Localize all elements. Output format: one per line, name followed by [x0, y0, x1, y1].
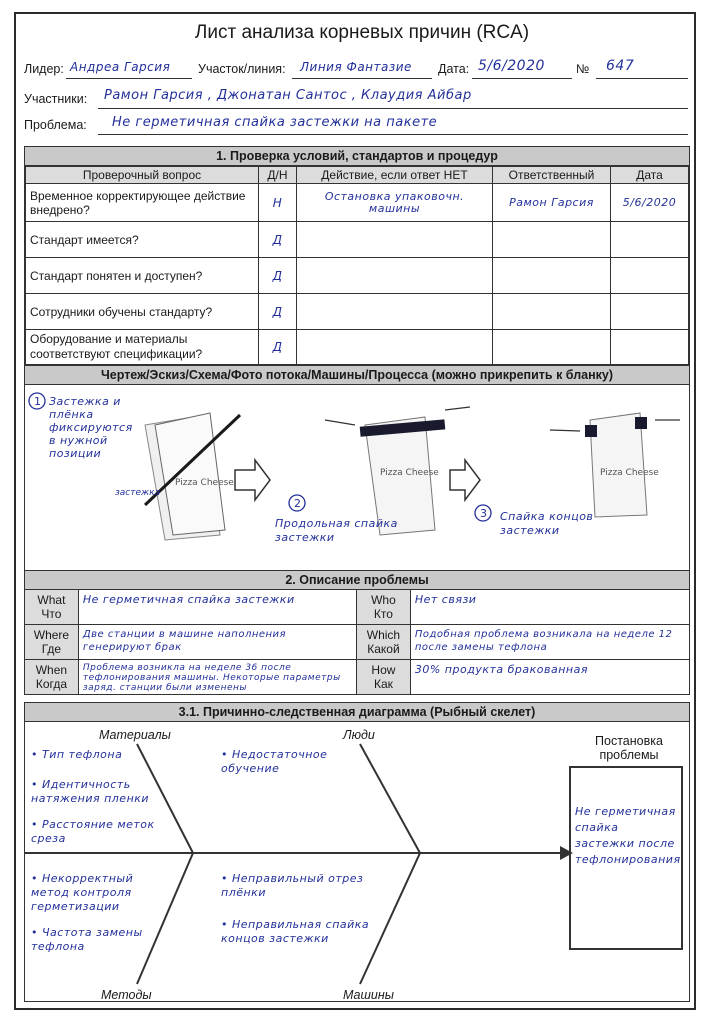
machines-label: Машины	[343, 988, 394, 1002]
date-cell[interactable]	[611, 258, 689, 294]
question-cell: Стандарт имеется?	[26, 222, 259, 258]
section-fishbone	[24, 702, 690, 1002]
sketch-title: Чертеж/Эскиз/Схема/Фото потока/Машины/Процесса (можно прикрепить к бланку)	[25, 365, 689, 385]
number-value[interactable]: 647	[606, 58, 635, 74]
responsible-cell[interactable]	[493, 222, 611, 258]
where-value[interactable]: Две станции в машине наполнения генерируют брак	[79, 625, 357, 659]
step2-text: Продольная спайка застежки	[275, 517, 398, 544]
press-arrow-left	[325, 420, 355, 425]
when-label: When Когда	[25, 660, 79, 694]
step2-num: 2	[294, 497, 301, 510]
area-label: Участок/линия:	[198, 62, 286, 76]
col-responsible: Ответственный	[493, 167, 611, 184]
which-value[interactable]: Подобная проблема возникала на неделе 12 после замены тефлона	[414, 629, 673, 653]
sketch-area	[25, 385, 689, 575]
col-question: Проверочный вопрос	[26, 167, 259, 184]
people-cause-1: • Недостаточное обучение	[221, 748, 328, 775]
check-table	[25, 166, 689, 365]
methods-cause-2: • Частота замены тефлона	[31, 926, 143, 953]
check-table-header	[26, 167, 689, 184]
materials-cause-2: • Идентичность натяжения пленки	[31, 778, 150, 805]
section-problem-description	[24, 570, 690, 695]
section2-title: 2. Описание проблемы	[25, 571, 689, 590]
table-row	[26, 184, 689, 222]
when-value[interactable]: Проблема возникла на неделе 36 после тефлонирования машины. Некоторые параметры заряд. станции были изменены	[79, 660, 357, 694]
table-row	[26, 258, 689, 294]
answer-cell[interactable]: Д	[259, 258, 297, 294]
problem-statement-label: Постановка проблемы	[595, 734, 663, 762]
area-value[interactable]: Линия Фантазие	[300, 60, 412, 74]
action-cell[interactable]	[297, 258, 493, 294]
table-row	[26, 294, 689, 330]
header-row-3	[22, 116, 688, 138]
step1-num: 1	[34, 395, 41, 408]
description-row	[25, 625, 689, 660]
date-cell[interactable]: 5/6/2020	[611, 184, 689, 222]
page-title: Лист анализа корневых причин (RCA)	[194, 22, 530, 43]
methods-label: Методы	[101, 988, 152, 1002]
what-label: What Что	[25, 590, 79, 624]
problem-statement: Не герметичная спайка застежки после тефлонирования	[575, 805, 681, 866]
action-cell[interactable]: Остановка упаковочн. машины	[297, 184, 493, 222]
who-value[interactable]: Нет связи	[414, 593, 477, 606]
header-row-1	[22, 60, 688, 82]
clamp-right	[635, 417, 647, 429]
zipper-label: застежка	[115, 488, 161, 498]
spine-arrowhead	[560, 846, 573, 860]
col-date: Дата	[611, 167, 689, 184]
materials-cause-3: • Расстояние меток среза	[31, 818, 155, 845]
machines-cause-1: • Неправильный отрез плёнки	[221, 872, 364, 899]
question-cell: Оборудование и материалы соответствуют спецификации?	[26, 330, 259, 365]
answer-cell[interactable]: Д	[259, 222, 297, 258]
section-check-conditions	[24, 146, 690, 576]
number-label: №	[576, 62, 590, 76]
materials-label: Материалы	[99, 728, 171, 742]
clamp-left	[585, 425, 597, 437]
responsible-cell[interactable]	[493, 258, 611, 294]
action-cell[interactable]	[297, 222, 493, 258]
clamp-arrow-left	[550, 430, 580, 431]
date-value[interactable]: 5/6/2020	[478, 58, 545, 74]
date-cell[interactable]	[611, 294, 689, 330]
methods-cause-1: • Некорректный метод контроля герметизации	[31, 872, 134, 913]
participants-value[interactable]: Рамон Гарсия , Джонатан Сантос , Клаудия Айбар	[104, 88, 472, 103]
col-yes-no: Д/Н	[259, 167, 297, 184]
date-label: Дата:	[438, 62, 470, 76]
date-cell[interactable]	[611, 222, 689, 258]
press-arrow-right	[445, 407, 470, 410]
answer-cell[interactable]: Н	[259, 184, 297, 222]
question-cell: Временное корректирующее действие внедрено?	[26, 184, 259, 222]
section3-title: 3.1. Причинно-следственная диаграмма (Рыбный скелет)	[25, 703, 689, 722]
col-action: Действие, если ответ НЕТ	[297, 167, 493, 184]
responsible-cell[interactable]: Рамон Гарсия	[493, 184, 611, 222]
table-row	[26, 330, 689, 365]
people-label: Люди	[343, 728, 375, 742]
step1-text: Застежка и плёнка фиксируются в нужной позиции	[49, 395, 133, 460]
bag2-label: Pizza Cheese	[380, 468, 439, 478]
what-value[interactable]: Не герметичная спайка застежки	[79, 590, 357, 624]
description-row	[25, 590, 689, 625]
table-row	[26, 222, 689, 258]
answer-cell[interactable]: Д	[259, 294, 297, 330]
step3-num: 3	[480, 507, 487, 520]
header-row-2	[22, 90, 688, 112]
leader-label: Лидер:	[24, 62, 64, 76]
section1-title: 1. Проверка условий, стандартов и процедур	[25, 147, 689, 166]
question-cell: Стандарт понятен и доступен?	[26, 258, 259, 294]
machines-cause-2: • Неправильная спайка концов застежки	[221, 918, 370, 945]
action-cell[interactable]	[297, 330, 493, 365]
arrow-1	[235, 460, 270, 500]
responsible-cell[interactable]	[493, 294, 611, 330]
how-value[interactable]: 30% продукта бракованная	[414, 663, 588, 676]
fishbone-diagram	[25, 722, 689, 1020]
bag1-label: Pizza Cheese	[175, 478, 234, 488]
arrow-2	[450, 460, 480, 500]
description-row	[25, 660, 689, 694]
question-cell: Сотрудники обучены стандарту?	[26, 294, 259, 330]
which-label: Which Какой	[357, 625, 411, 659]
participants-label: Участники:	[24, 92, 88, 106]
action-cell[interactable]	[297, 294, 493, 330]
leader-value[interactable]: Андреа Гарсия	[70, 60, 171, 74]
materials-cause-1: • Тип тефлона	[31, 748, 123, 761]
who-label: Who Кто	[357, 590, 411, 624]
problem-label: Проблема:	[24, 118, 87, 132]
bag3-label: Pizza Cheese	[600, 468, 659, 478]
step3-text: Спайка концов застежки	[500, 510, 594, 537]
answer-cell[interactable]: Д	[259, 330, 297, 365]
how-label: How Как	[357, 660, 411, 694]
description-table	[25, 590, 689, 694]
where-label: Where Где	[25, 625, 79, 659]
responsible-cell[interactable]	[493, 330, 611, 365]
date-cell[interactable]	[611, 330, 689, 365]
people-bone	[360, 744, 420, 853]
problem-value[interactable]: Не герметичная спайка застежки на пакете	[112, 115, 438, 130]
